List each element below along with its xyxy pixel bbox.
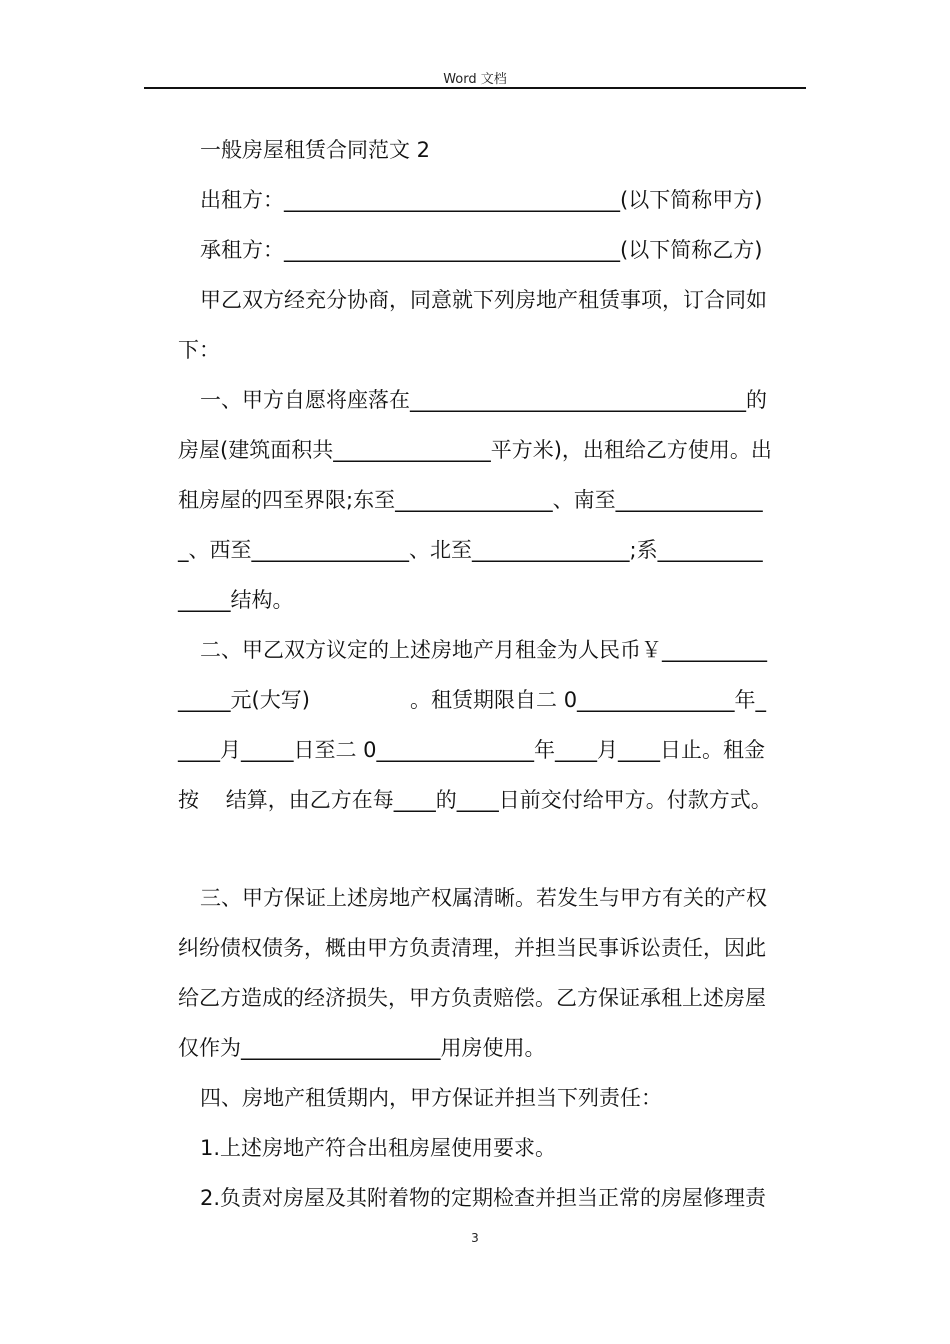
intro-line-1: 甲乙双方经充分协商，同意就下列房地产租赁事项，订合同如: [200, 288, 767, 312]
lessor-line: 出租方：________________________________(以下简称甲方): [200, 188, 763, 212]
clause-4-item-1: 1.上述房地产符合出租房屋使用要求。: [200, 1136, 557, 1160]
document-title: 一般房屋租赁合同范文 2: [200, 138, 431, 162]
clause-3-line-4: 仅作为___________________用房使用。: [178, 1036, 546, 1060]
header-title: Word 文档: [443, 72, 507, 87]
clause-1-line-3: 租房屋的四至界限;东至_______________、南至______________: [178, 488, 763, 512]
clause-3-line-2: 纠纷债权债务，概由甲方负责清理，并担当民事诉讼责任，因此: [178, 936, 766, 960]
clause-1-line-5: _____结构。: [178, 588, 294, 612]
clause-2-line-1: 二、甲乙双方议定的上述房地产月租金为人民币￥__________: [200, 638, 767, 662]
clause-4-item-2: 2.负责对房屋及其附着物的定期检查并担当正常的房屋修理责: [200, 1186, 767, 1210]
clause-4-heading: 四、房地产租赁期内，甲方保证并担当下列责任：: [200, 1086, 662, 1110]
clause-1-line-4: _、西至_______________、北至_______________;系__________: [178, 538, 763, 562]
clause-2-line-4: 按 结算，由乙方在每____的____日前交付给甲方。付款方式。: [178, 788, 772, 812]
clause-3-line-3: 给乙方造成的经济损失，甲方负责赔偿。乙方保证承租上述房屋: [178, 986, 766, 1010]
intro-line-2: 下：: [178, 338, 220, 362]
clause-1-line-2: 房屋(建筑面积共_______________平方米)，出租给乙方使用。出: [178, 438, 772, 462]
lessee-line: 承租方：________________________________(以下简称乙方): [200, 238, 763, 262]
clause-1-line-1: 一、甲方自愿将座落在________________________________的: [200, 388, 767, 412]
clause-3-line-1: 三、甲方保证上述房地产权属清晰。若发生与甲方有关的产权: [200, 886, 767, 910]
page-number: 3: [471, 1231, 479, 1245]
clause-2-line-2: _____元(大写) 。租赁期限自二 0_______________年_: [178, 688, 767, 712]
clause-2-line-3: ____月_____日至二 0_______________年____月____日止。租金: [178, 738, 766, 762]
